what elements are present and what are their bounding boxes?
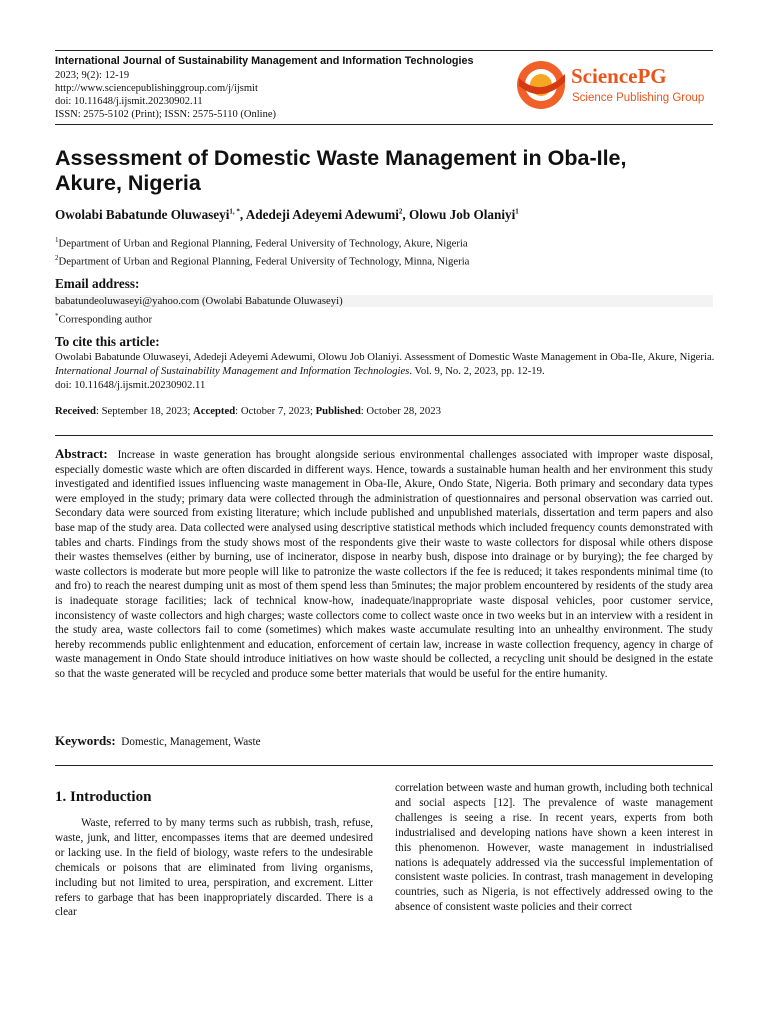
logo-tagline: Science Publishing Group [572,92,705,104]
published-date: : October 28, 2023 [360,405,441,417]
title-line-2: Akure, Nigeria [55,170,201,195]
corresponding-author [55,312,152,326]
publication-dates [55,405,441,417]
received-date: : September 18, 2023; [95,405,194,417]
email-heading: Email address: [55,276,140,291]
affiliation-1 [55,236,468,250]
top-rule [55,50,713,51]
citation-doi: doi: 10.11648/j.ijsmit.20230902.11 [55,379,206,391]
affiliation-1-text: Department of Urban and Regional Planning, Federal University of Technology, Akure, Nigeria [58,237,468,250]
accepted-date: : October 7, 2023; [235,405,316,417]
citation-text [55,350,715,392]
author-3-sup: 1 [515,207,519,216]
author-2-sup: 2 [398,207,403,216]
affiliation-1-sup: 1 [55,236,59,244]
author-1: Owolabi Babatunde Oluwaseyi [55,207,230,222]
author-sep-2: , [402,207,409,222]
affiliation-2 [55,254,469,268]
author-list [55,207,519,223]
author-sep-1: , [239,207,246,222]
author-2: Adedeji Adeyemi Adewumi [245,207,399,222]
issue-info: 2023; 9(2): 12-19 [55,70,130,81]
intro-right-column: correlation between waste and human growth, including both technical and social aspects [12]. The prevalence of waste management challenges is seeing a rise. In recent years, experts from both industrialised and developing nations have shown a keen interest in this phenomenon. However, waste management in industrialised nations is adequately addressed via the successful implementation of consistent waste policies. In contrast, trash management in developing countries, such as Nigeria, is not effectively addressed owing to the absence of consistent waste policies and their correct [395,782,713,914]
abstract [55,447,713,682]
accepted-label: Accepted [193,405,236,417]
keywords-text: Domestic, Management, Waste [121,736,261,748]
journal-name: International Journal of Sustainability Management and Information Technologies [55,55,474,67]
logo-name: SciencePG [571,64,667,88]
received-label: Received [55,405,96,417]
section-heading-introduction: 1. Introduction [55,789,152,805]
body-top-rule [55,765,713,766]
author-1-sup: 1, * [229,207,240,216]
title-line-1: Assessment of Domestic Waste Management in Oba-Ile, [55,146,627,170]
header-rule [55,124,713,125]
keywords-label: Keywords: [55,733,116,748]
journal-url[interactable]: http://www.sciencepublishinggroup.com/j/ijsmit [55,83,258,94]
corresponding-sup: * [55,312,59,320]
abstract-label: Abstract: [55,446,108,461]
author-3: Olowu Job Olaniyi [409,207,516,222]
abstract-text: Increase in waste generation has brought alongside serious environmental challenges associated with improper waste disposal, especially domestic waste which are often discarded in different ways. Hence, towards a sustainable human health and her environment this study investigated and identified issues influencing waste management in Oba-Ile, Akure, Ondo State, Nigeria. Both primary and secondary data types were employed in the study; primary data were collected through the administration of questionnaires and personal observation was carried out. Secondary data were sourced from existing literature; which include published and unpublished materials, dissertation and term papers and also base map of the study area. Data collected were analysed using descriptive statistical methods which included frequency counts demonstrated with tables and charts. Findings from the study shows most of the respondents give their waste to waste collectors for disposal while others dispose their wastes themselves (either by burning, use of incinerator, dispose in nearby bush, dispose into drainage or by burying); the fee charged by waste collectors is moderate but more people will like to patronize the waste collectors if the fee is reduced; it takes respondents minimal time (to and fro) to reach the nearest dumping unit as most of them spend less than 5minutes; the major problem encountered by residents of the study area is inadequate storage facilities; lack of technical know-how, inadequate/inappropriate waste disposal vehicles, poor customer service, inconsistency of waste collectors and high charges; waste collectors come to collect waste once in two weeks but in an interview with a resident in the study area, waste collectors fail to come (sometimes) which makes waste accumulate resulting into an unhealthy environment. The study hereby recommends public enlightenment and education, enforcement of certain law, increase in waste collection frequency, agency in charge of waste management in Ondo State should introduce initiatives on how waste should be collected, a recycling unit should be designed in the estate so that the waste generated will be recycled and produce some better materials that would be useful for the entire humanity. [55,449,714,680]
paper-title [55,146,715,195]
affiliation-2-sup: 2 [55,254,59,262]
keywords [55,733,261,749]
citation-part-1: Owolabi Babatunde Oluwaseyi, Adedeji Adeyemi Adewumi, Olowu Job Olaniyi. Assessment of Domestic Waste Management in Oba-Ile, Akure, Nigeria. [55,351,715,363]
abstract-top-rule [55,435,713,436]
issn-info: ISSN: 2575-5102 (Print); ISSN: 2575-5110 (Online) [55,109,276,120]
citation-part-2: . Vol. 9, No. 2, 2023, pp. 12-19. [409,365,545,377]
header-doi: doi: 10.11648/j.ijsmit.20230902.11 [55,96,203,107]
published-label: Published [315,405,361,417]
cite-heading: To cite this article: [55,334,160,349]
corresponding-text: Corresponding author [58,313,152,326]
sciencepg-logo [515,58,715,114]
citation-journal: International Journal of Sustainability Management and Information Technologies [55,365,410,377]
affiliation-2-text: Department of Urban and Regional Planning, Federal University of Technology, Minna, Nigeria [58,255,470,268]
intro-left-column: Waste, referred to by many terms such as rubbish, trash, refuse, waste, junk, and litter, encompasses items that are deemed undesired or lacking use. In the field of biology, waste refers to the undesirable chemicals or poisons that are eliminated from living organisms, including but not limited to urea, perspiration, and excrement. Litter refers to garbage that has been inappropriately discarded. There is a clear [55,817,373,919]
email-address[interactable]: babatundeoluwaseyi@yahoo.com (Owolabi Babatunde Oluwaseyi) [55,295,713,307]
